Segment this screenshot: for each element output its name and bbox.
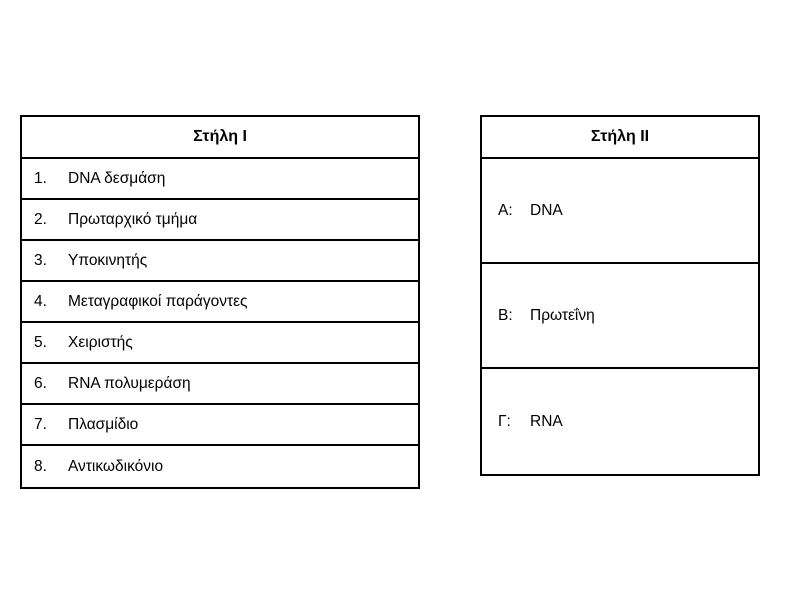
table-row xyxy=(22,159,418,200)
row-number: 2. xyxy=(34,210,47,228)
row-label: RNA πολυμεράση xyxy=(68,374,191,392)
row-number: 5. xyxy=(34,333,47,351)
table-column-2-header: Στήλη ΙΙ xyxy=(482,117,758,159)
row-label: RNA xyxy=(530,412,563,430)
row-label: DNA δεσμάση xyxy=(68,169,166,187)
row-label: DNA xyxy=(530,201,563,219)
row-label: Υποκινητής xyxy=(68,251,148,269)
table-column-1 xyxy=(20,115,420,489)
row-number: 8. xyxy=(34,457,47,475)
row-label: Πλασμίδιο xyxy=(68,415,139,433)
table-column-2 xyxy=(480,115,760,476)
table-row xyxy=(22,241,418,282)
row-label: Πρωταρχικό τμήμα xyxy=(68,210,198,228)
row-letter: Α: xyxy=(498,201,513,219)
row-number: 1. xyxy=(34,169,47,187)
row-label: Μεταγραφικοί παράγοντες xyxy=(68,292,248,310)
table-row xyxy=(22,364,418,405)
table-row xyxy=(482,264,758,369)
table-row xyxy=(22,200,418,241)
row-letter: Γ: xyxy=(498,412,511,430)
row-number: 6. xyxy=(34,374,47,392)
table-row xyxy=(482,159,758,264)
row-letter: Β: xyxy=(498,306,513,324)
table-row xyxy=(22,446,418,487)
row-label: Πρωτεΐνη xyxy=(530,306,595,324)
row-number: 7. xyxy=(34,415,47,433)
table-row xyxy=(22,282,418,323)
table-row xyxy=(22,405,418,446)
row-label: Αντικωδικόνιο xyxy=(68,457,164,475)
table-column-1-header: Στήλη Ι xyxy=(22,117,418,159)
row-number: 3. xyxy=(34,251,47,269)
table-row xyxy=(22,323,418,364)
row-number: 4. xyxy=(34,292,47,310)
table-row xyxy=(482,369,758,474)
row-label: Χειριστής xyxy=(68,333,133,351)
